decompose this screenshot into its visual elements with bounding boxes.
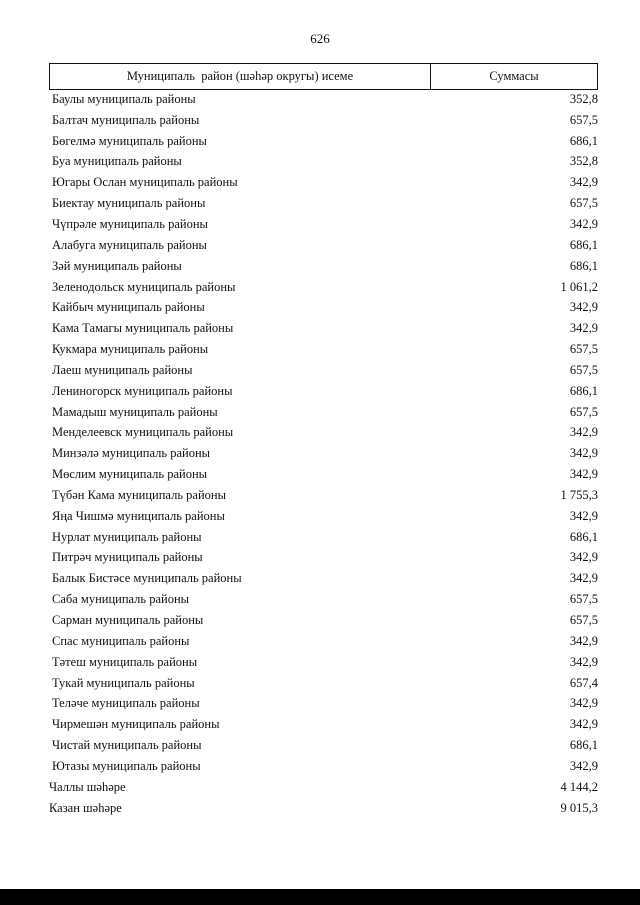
row-name: Алабуга муниципаль районы [52, 237, 207, 252]
row-sum: 342,9 [569, 550, 598, 565]
row-name: Бөгелмә муниципаль районы [52, 133, 207, 148]
row-sum: 657,5 [569, 613, 598, 628]
row-sum: 1 061,2 [560, 279, 598, 294]
table-row [49, 568, 598, 589]
row-sum: 657,4 [569, 675, 598, 690]
table-row [49, 256, 598, 277]
table-row [49, 297, 598, 318]
row-name: Лениногорск муниципаль районы [52, 383, 233, 398]
row-sum: 657,5 [569, 112, 598, 127]
row-sum: 657,5 [569, 362, 598, 377]
table-row [49, 485, 598, 506]
table-row [49, 693, 598, 714]
row-name: Буа муниципаль районы [52, 154, 182, 169]
row-name: Кукмара муниципаль районы [52, 342, 209, 357]
row-name: Ютазы муниципаль районы [52, 758, 201, 773]
table-row [49, 443, 598, 464]
row-name: Теләче муниципаль районы [52, 696, 200, 711]
row-name: Тәтеш муниципаль районы [52, 654, 198, 669]
table-row [49, 631, 598, 652]
row-name: Мөслим муниципаль районы [52, 467, 208, 482]
table-row [49, 381, 598, 402]
table-row [49, 548, 598, 569]
table-row [49, 798, 598, 819]
table-row [49, 193, 598, 214]
row-sum: 342,9 [569, 633, 598, 648]
row-name: Саба муниципаль районы [52, 592, 190, 607]
row-name: Зеленодольск муниципаль районы [52, 279, 236, 294]
table-row [49, 527, 598, 548]
row-name: Нурлат муниципаль районы [52, 529, 202, 544]
column-header-sum: Суммасы [489, 69, 539, 83]
table-row [49, 589, 598, 610]
table-row [49, 360, 598, 381]
table-row [49, 756, 598, 777]
row-name: Балык Бистәсе муниципаль районы [52, 571, 242, 586]
table-row [49, 402, 598, 423]
row-name: Чирмешән муниципаль районы [52, 717, 220, 732]
page-number: 626 [310, 31, 330, 46]
table-row [49, 777, 598, 798]
table-row [49, 673, 598, 694]
row-name: Чистай муниципаль районы [52, 738, 202, 753]
row-sum: 686,1 [569, 258, 598, 273]
row-sum: 342,9 [569, 758, 598, 773]
row-name: Спас муниципаль районы [52, 633, 190, 648]
row-name: Тукай муниципаль районы [52, 675, 195, 690]
row-sum: 342,9 [569, 571, 598, 586]
table-row [49, 110, 598, 131]
row-name: Менделеевск муниципаль районы [52, 425, 234, 440]
row-sum: 342,9 [569, 446, 598, 461]
row-name: Яңа Чишмә муниципаль районы [52, 508, 225, 523]
table-row [49, 172, 598, 193]
row-name: Югары Ослан муниципаль районы [52, 175, 238, 190]
row-sum: 4 144,2 [560, 779, 598, 794]
row-name: Чүпрәле муниципаль районы [52, 216, 208, 231]
row-name: Питрәч муниципаль районы [52, 550, 203, 565]
table-row [49, 339, 598, 360]
row-name: Биектау муниципаль районы [52, 196, 206, 211]
row-sum: 1 755,3 [560, 487, 598, 502]
row-sum: 686,1 [569, 738, 598, 753]
table-row [49, 131, 598, 152]
table-row [49, 235, 598, 256]
row-sum: 686,1 [569, 133, 598, 148]
row-name: Лаеш муниципаль районы [52, 362, 193, 377]
row-name: Баулы муниципаль районы [52, 91, 196, 106]
row-sum: 342,9 [569, 467, 598, 482]
row-sum: 342,9 [569, 300, 598, 315]
table-body [49, 89, 598, 819]
column-header-name: Муниципаль район (шәһәр округы) исеме [50, 64, 431, 89]
row-sum: 342,9 [569, 717, 598, 732]
row-sum: 686,1 [569, 383, 598, 398]
row-sum: 352,8 [569, 154, 598, 169]
table-row [49, 610, 598, 631]
row-name: Сарман муниципаль районы [52, 613, 204, 628]
row-sum: 342,9 [569, 321, 598, 336]
row-sum: 352,8 [569, 91, 598, 106]
table-row [49, 506, 598, 527]
table-header [49, 63, 598, 90]
table-row [49, 277, 598, 298]
row-sum: 657,5 [569, 342, 598, 357]
row-sum: 342,9 [569, 696, 598, 711]
row-sum: 657,5 [569, 592, 598, 607]
row-sum: 657,5 [569, 196, 598, 211]
row-sum: 342,9 [569, 216, 598, 231]
row-sum: 9 015,3 [560, 800, 598, 815]
row-name: Казан шәһәре [49, 800, 122, 815]
table-row [49, 423, 598, 444]
row-sum: 342,9 [569, 425, 598, 440]
table-row [49, 318, 598, 339]
row-name: Зәй муниципаль районы [52, 258, 182, 273]
table-row [49, 652, 598, 673]
row-sum: 342,9 [569, 175, 598, 190]
table-row [49, 714, 598, 735]
table-row [49, 152, 598, 173]
row-sum: 342,9 [569, 654, 598, 669]
table-row [49, 464, 598, 485]
row-sum: 657,5 [569, 404, 598, 419]
table-row [49, 735, 598, 756]
row-name: Кайбыч муниципаль районы [52, 300, 205, 315]
row-sum: 686,1 [569, 529, 598, 544]
row-sum: 686,1 [569, 237, 598, 252]
scan-edge-bar [0, 889, 640, 905]
row-name: Түбән Кама муниципаль районы [52, 487, 226, 502]
row-name: Чаллы шәһәре [49, 779, 126, 794]
table-row [49, 214, 598, 235]
row-sum: 342,9 [569, 508, 598, 523]
row-name: Минзәлә муниципаль районы [52, 446, 211, 461]
row-name: Мамадыш муниципаль районы [52, 404, 218, 419]
row-name: Балтач муниципаль районы [52, 112, 200, 127]
table-row [49, 89, 598, 110]
row-name: Кама Тамагы муниципаль районы [52, 321, 234, 336]
